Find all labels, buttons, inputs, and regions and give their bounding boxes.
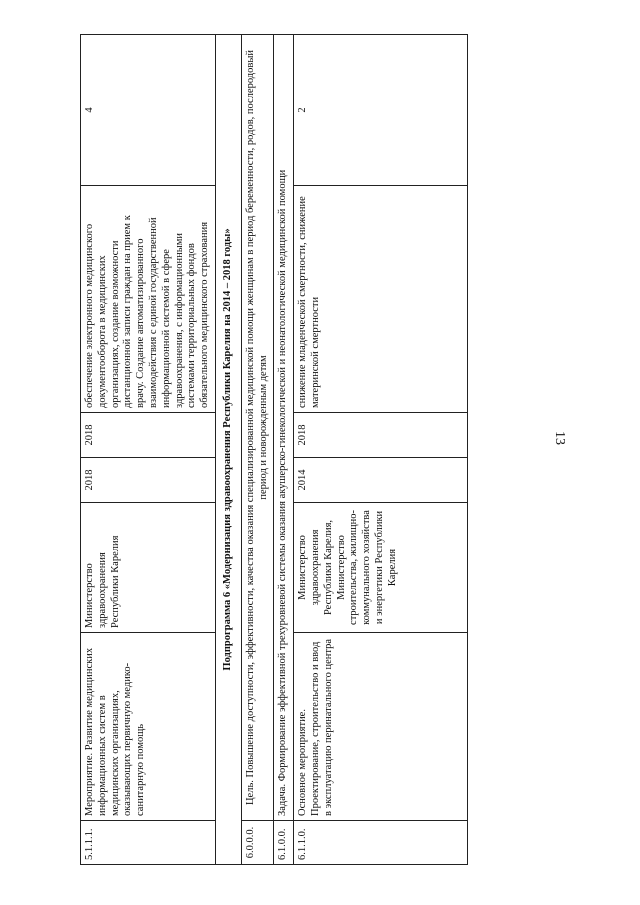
row-responsible: Министерство здравоохранения Республики Карелия <box>81 503 216 633</box>
row-result: снижение младенческой смертности, снижение материнской смертности <box>294 186 468 413</box>
row-year-end: 2018 <box>81 413 216 458</box>
row-code: 6.0.0.0. <box>241 821 274 865</box>
row-year-end: 2018 <box>294 413 468 458</box>
table-row-5-1-1-1 <box>81 35 216 865</box>
rotated-table-sheet <box>80 35 560 865</box>
row-code: 6.1.0.0. <box>274 821 294 865</box>
row-link: 2 <box>294 35 468 186</box>
row-year-start: 2014 <box>294 458 468 503</box>
table-row-6-0-0-0 <box>241 35 274 865</box>
table-row-subprogram-6 <box>215 35 241 865</box>
row-responsible: Министерство здравоохранения Республики Карелия, Министерство строительства, жилищно-коммунального хозяйства и энергетики Республики Карелия <box>294 503 468 633</box>
row-name: Мероприятие. Развитие медицинских информационных систем в медицинских организациях, оказывающих первичную медико-санитарную помощь <box>81 633 216 821</box>
goal-text: Цель. Повышение доступности, эффективности, качества оказания специализированной медицинской помощи женщинам в период беременности, родов, послеродовый период и новорожденным детям <box>241 35 274 821</box>
row-name: Основное мероприятие. Проектирование, строительство и ввод в эксплуатацию перинатального центра <box>294 633 468 821</box>
table-row-6-1-1-0 <box>294 35 468 865</box>
subprogram-title: Подпрограмма 6 «Модернизация здравоохранения Республики Карелия на 2014 – 2018 годы» <box>215 35 241 865</box>
table-row-6-1-0-0 <box>274 35 294 865</box>
row-result: обеспечение электронного медицинского документооборота в медицинских организациях, создание возможности дистанционной записи граждан на прием к врачу. Создание автоматизированного взаимодействия с единой государственной информационной системой в сфере здравоохранения, с информационными системами территориальных фондов обязательного медицинского страхования <box>81 186 216 413</box>
row-link: 4 <box>81 35 216 186</box>
task-text: Задача. Формирование эффективной трехуровневой системы оказания акушерско-гинекологической и неонатологической медицинской помощи <box>274 35 294 821</box>
page-number: 13 <box>552 431 567 445</box>
row-year-start: 2018 <box>81 458 216 503</box>
program-activities-table <box>80 34 468 865</box>
row-code: 5.1.1.1. <box>81 821 216 865</box>
row-code: 6.1.1.0. <box>294 821 468 865</box>
